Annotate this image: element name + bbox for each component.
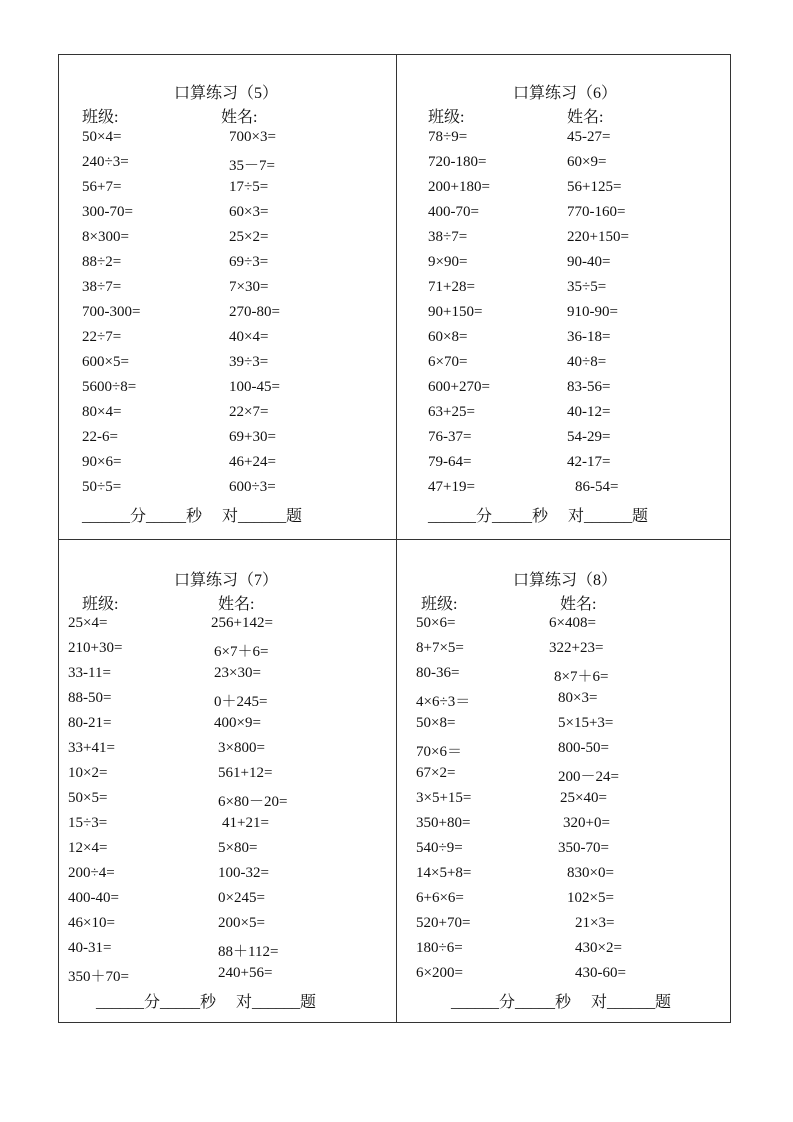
problem-left: 400-40= [68, 890, 119, 906]
problem-left: 80×4= [82, 404, 122, 420]
problem-left: 63+25= [428, 404, 475, 420]
problem-right: 40-12= [567, 404, 611, 420]
problem-right: 88＋112= [218, 944, 279, 960]
problem-right: 561+12= [218, 765, 273, 781]
problem-left: 350＋70= [68, 969, 129, 985]
problem-right: 21×3= [575, 915, 615, 931]
problem-left: 50×4= [82, 129, 122, 145]
problem-left: 3×5+15= [416, 790, 472, 806]
sheet-5-class-label: 班级: [82, 109, 119, 126]
problem-left: 90×6= [82, 454, 122, 470]
problem-left: 400-70= [428, 204, 479, 220]
sheet-7-footer: ______分_____秒 对______题 [96, 994, 317, 1011]
problem-left: 15÷3= [68, 815, 108, 831]
problem-right: 23×30= [214, 665, 261, 681]
problem-right: 40÷8= [567, 354, 607, 370]
problem-left: 50÷5= [82, 479, 122, 495]
sheet-8-class-label: 班级: [421, 596, 458, 613]
problem-left: 14×5+8= [416, 865, 472, 881]
problem-right: 200－24= [558, 769, 619, 785]
problem-right: 39÷3= [229, 354, 269, 370]
problem-left: 60×8= [428, 329, 468, 345]
problem-right: 5×15+3= [558, 715, 614, 731]
problem-left: 10×2= [68, 765, 108, 781]
sheet-7-class-label: 班级: [82, 596, 119, 613]
problem-left: 47+19= [428, 479, 475, 495]
problem-left: 33-11= [68, 665, 111, 681]
sheet-5-footer: ______分_____秒 对______题 [82, 508, 303, 525]
problem-left: 22-6= [82, 429, 118, 445]
problem-left: 67×2= [416, 765, 456, 781]
problem-left: 200÷4= [68, 865, 115, 881]
sheet-6-footer: ______分_____秒 对______题 [428, 508, 649, 525]
problem-right: 100-32= [218, 865, 269, 881]
problem-right: 6×80－20= [218, 794, 288, 810]
sheet-8-name-label: 姓名: [560, 596, 597, 613]
problem-right: 0＋245= [214, 694, 268, 710]
problem-left: 700-300= [82, 304, 141, 320]
problem-right: 800-50= [558, 740, 609, 756]
problem-left: 80-21= [68, 715, 112, 731]
problem-left: 240÷3= [82, 154, 129, 170]
problem-right: 6×7＋6= [214, 644, 269, 660]
sheet-5-title: 口算练习（5） [173, 85, 278, 102]
problem-left: 71+28= [428, 279, 475, 295]
sheet-8-footer: ______分_____秒 对______题 [451, 994, 672, 1011]
problem-left: 5600÷8= [82, 379, 137, 395]
problem-left: 38÷7= [82, 279, 122, 295]
problem-left: 70×6＝ [416, 744, 462, 760]
problem-right: 40×4= [229, 329, 269, 345]
problem-left: 90+150= [428, 304, 483, 320]
problem-left: 600×5= [82, 354, 129, 370]
problem-right: 5×80= [218, 840, 258, 856]
sheet-6-title: 口算练习（6） [512, 85, 617, 102]
problem-right: 400×9= [214, 715, 261, 731]
problem-right: 256+142= [211, 615, 273, 631]
problem-right: 3×800= [218, 740, 265, 756]
problem-right: 35－7= [229, 158, 275, 174]
problem-right: 56+125= [567, 179, 622, 195]
problem-right: 830×0= [567, 865, 614, 881]
problem-left: 6×70= [428, 354, 468, 370]
problem-right: 350-70= [558, 840, 609, 856]
problem-right: 17÷5= [229, 179, 269, 195]
problem-right: 86-54= [575, 479, 619, 495]
problem-right: 46+24= [229, 454, 276, 470]
sheet-7-name-label: 姓名: [218, 596, 255, 613]
problem-left: 79-64= [428, 454, 472, 470]
problem-right: 8×7＋6= [554, 669, 609, 685]
problem-right: 54-29= [567, 429, 611, 445]
problem-left: 46×10= [68, 915, 115, 931]
problem-right: 200×5= [218, 915, 265, 931]
problem-right: 0×245= [218, 890, 265, 906]
problem-right: 6×408= [549, 615, 596, 631]
problem-left: 80-36= [416, 665, 460, 681]
problem-left: 88÷2= [82, 254, 122, 270]
problem-left: 12×4= [68, 840, 108, 856]
problem-right: 700×3= [229, 129, 276, 145]
problem-left: 33+41= [68, 740, 115, 756]
frame-bottom-line [58, 1022, 731, 1023]
problem-left: 8×300= [82, 229, 129, 245]
problem-left: 720-180= [428, 154, 487, 170]
problem-right: 45-27= [567, 129, 611, 145]
problem-left: 50×8= [416, 715, 456, 731]
problem-right: 322+23= [549, 640, 604, 656]
problem-right: 90-40= [567, 254, 611, 270]
problem-left: 4×6÷3＝ [416, 694, 471, 710]
problem-right: 25×2= [229, 229, 269, 245]
sheet-6-class-label: 班级: [428, 109, 465, 126]
frame-middle-line [58, 539, 731, 540]
problem-left: 56+7= [82, 179, 122, 195]
problem-right: 42-17= [567, 454, 611, 470]
problem-left: 300-70= [82, 204, 133, 220]
problem-left: 350+80= [416, 815, 471, 831]
problem-right: 770-160= [567, 204, 626, 220]
problem-right: 100-45= [229, 379, 280, 395]
problem-left: 520+70= [416, 915, 471, 931]
problem-right: 60×9= [567, 154, 607, 170]
problem-right: 270-80= [229, 304, 280, 320]
problem-right: 80×3= [558, 690, 598, 706]
problem-right: 910-90= [567, 304, 618, 320]
problem-left: 88-50= [68, 690, 112, 706]
problem-right: 36-18= [567, 329, 611, 345]
sheet-5-name-label: 姓名: [221, 109, 258, 126]
frame-top-line [58, 54, 731, 55]
problem-right: 430×2= [575, 940, 622, 956]
sheet-7-title: 口算练习（7） [173, 572, 278, 589]
problem-left: 8+7×5= [416, 640, 464, 656]
problem-right: 25×40= [560, 790, 607, 806]
problem-right: 83-56= [567, 379, 611, 395]
problem-right: 7×30= [229, 279, 269, 295]
problem-left: 38÷7= [428, 229, 468, 245]
problem-left: 78÷9= [428, 129, 468, 145]
problem-right: 41+21= [222, 815, 269, 831]
problem-left: 200+180= [428, 179, 490, 195]
problem-left: 50×6= [416, 615, 456, 631]
problem-left: 40-31= [68, 940, 112, 956]
problem-left: 210+30= [68, 640, 123, 656]
problem-left: 180÷6= [416, 940, 463, 956]
sheet-6-name-label: 姓名: [567, 109, 604, 126]
problem-left: 50×5= [68, 790, 108, 806]
problem-left: 22÷7= [82, 329, 122, 345]
problem-left: 600+270= [428, 379, 490, 395]
problem-right: 69÷3= [229, 254, 269, 270]
problem-left: 540÷9= [416, 840, 463, 856]
problem-right: 430-60= [575, 965, 626, 981]
sheet-8-title: 口算练习（8） [512, 572, 617, 589]
problem-right: 102×5= [567, 890, 614, 906]
problem-right: 240+56= [218, 965, 273, 981]
problem-right: 69+30= [229, 429, 276, 445]
problem-left: 76-37= [428, 429, 472, 445]
problem-left: 25×4= [68, 615, 108, 631]
problem-right: 220+150= [567, 229, 629, 245]
problem-left: 6×200= [416, 965, 463, 981]
problem-right: 320+0= [563, 815, 610, 831]
problem-right: 60×3= [229, 204, 269, 220]
problem-left: 6+6×6= [416, 890, 464, 906]
problem-right: 22×7= [229, 404, 269, 420]
problem-right: 600÷3= [229, 479, 276, 495]
problem-left: 9×90= [428, 254, 468, 270]
problem-right: 35÷5= [567, 279, 607, 295]
